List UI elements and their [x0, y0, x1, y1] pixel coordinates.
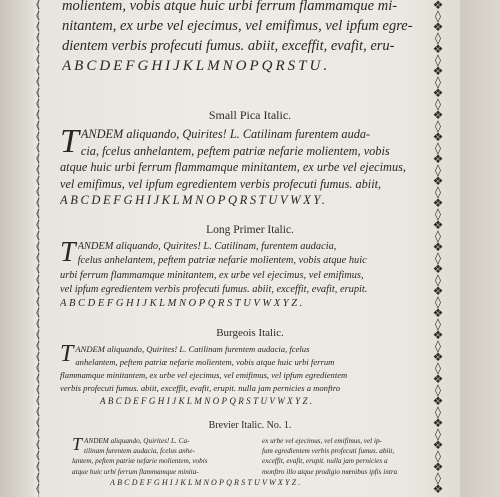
text-line: fum egredientem verbis profecuti fumus. abiit, [262, 447, 395, 456]
page-gutter [0, 0, 34, 497]
drop-initial: T [72, 434, 83, 454]
alphabet-line: ABCDEFGHIJKLMNOPQRSTUVWXYZ. [100, 396, 315, 406]
text-line: monftro illo atque prodigio mœnibus ipfis intra [262, 467, 398, 476]
alphabet-line: ABCDEFGHIJKLMNOPQRSTUVWXYZ. [60, 298, 305, 310]
text-line: molientem, vobis atque huic urbi ferrum flammamque mi- [62, 0, 398, 14]
top-passage [62, 0, 422, 76]
text-line: ANDEM aliquando, Quirites! L. Catilinam furentem auda- [80, 127, 371, 141]
text-line: ex urbe vel ejecimus, vel emifimus, vel ip- [262, 437, 382, 445]
text-line: vel ipfum egredientem verbis profecuti fumus. abiit, exceffit, evafit, erupit. [60, 283, 368, 295]
long-primer-specimen [60, 237, 415, 311]
section-heading: Brevier Italic. No. 1. [208, 420, 292, 431]
text-line: dientem verbis profecuti fumus. abiit, exceffit, evafit, eru- [62, 38, 395, 54]
alphabet-line: ABCDEFGHIJKLMNOPQRSTUVWXY. [60, 193, 328, 207]
text-line: ANDEM aliquando, Quirites! L. Catilinam, furentem audacia, [77, 241, 337, 252]
section-heading: Burgeois Italic. [216, 327, 284, 339]
alphabet-line: ABCDEFGHIJKLMNOPQRSTUVWXYZ. [110, 478, 303, 487]
text-line: fcelus anhelantem, peftem patriæ nefarie molientem, vobis atque huic [77, 255, 367, 267]
small-pica-specimen [60, 123, 415, 209]
alphabet-line: ABCDEFGHIJKLMNOPQRSTU. [62, 58, 331, 74]
drop-initial: T [60, 341, 74, 367]
section-heading: Long Primer Italic. [206, 224, 294, 236]
text-line: exceffit, evafit, erupit. nulla jam pernicies a [262, 457, 388, 466]
text-line: vel emifimus, vel ipfum egredientem verbis profecuti fumus. abiit, [60, 176, 382, 191]
text-line: urbi ferrum flammamque minitantem, ex urbe vel ejecimus, vel emifimus, [60, 269, 364, 281]
text-line: ANDEM aliquando, Quirites! L. Ca- [84, 437, 190, 445]
text-line: tilinam furentem audacia, fcelus anhe- [84, 447, 195, 456]
text-line: flammamque minitantem, ex urbe vel ejecimus, vel emifimus, vel ipfum egredientem [60, 370, 348, 380]
facing-page-edge [460, 0, 500, 497]
text-line: atque huic urbi ferrum flammamque minita- [72, 467, 199, 476]
text-line: cia, fcelus anhelantem, peftem patriæ nefarie molientem, vobis [80, 143, 390, 158]
drop-initial: T [60, 237, 76, 268]
right-ornament-border: ❖ ◊ ❖ ◊ ❖ ◊ ❖ ◊ ❖ ◊ ❖ ◊ ❖ ◊ ❖ ◊ ❖ ◊ ❖ ◊ ❖ ◊ ❖ ◊ ❖ ◊ ❖ ◊ ❖ ◊ ❖ ◊ ❖ ◊ ❖ ◊ ❖ ◊ ❖ ◊ ❖ ◊ ❖ ◊ ❖ [432, 0, 444, 496]
text-line: atque huic urbi ferrum flammamque minitantem, ex urbe vel ejecimus, [60, 160, 406, 174]
left-ornament-border: ❬ ❬ ❬ ❬ ❬ ❬ ❬ ❬ ❬ ❬ ❬ ❬ ❬ ❬ ❬ ❬ ❬ ❬ ❬ ❬ ❬ ❬ ❬ ❬ ❬ ❬ ❬ ❬ ❬ ❬ ❬ ❬ ❬ ❬ ❬ ❬ ❬ ❬ ❬ ❬ ❬ ❬ ❬ ❬ ❬ [34, 0, 42, 494]
text-line: ANDEM aliquando, Quirites! L. Catilinam furentem audacia, fcelus [75, 344, 310, 354]
burgeois-specimen [60, 343, 415, 408]
text-line: nitantem, ex urbe vel ejecimus, vel emifimus, vel ipfum egre- [62, 18, 413, 34]
brevier-specimen-left [72, 436, 257, 477]
text-line: verbis profecuti fumus. abiit, exceffit, evafit, erupit. nulla jam pernicies a monftro [60, 383, 341, 393]
drop-initial: T [60, 123, 79, 160]
text-line: lantem, peftem patriæ nefarie molientem, vobis [72, 457, 208, 466]
brevier-specimen-right [262, 436, 422, 477]
text-line: anhelantem, peftem patriæ nefarie molientem, vobis atque huic urbi ferrum [75, 357, 335, 367]
section-heading: Small Pica Italic. [208, 108, 292, 122]
